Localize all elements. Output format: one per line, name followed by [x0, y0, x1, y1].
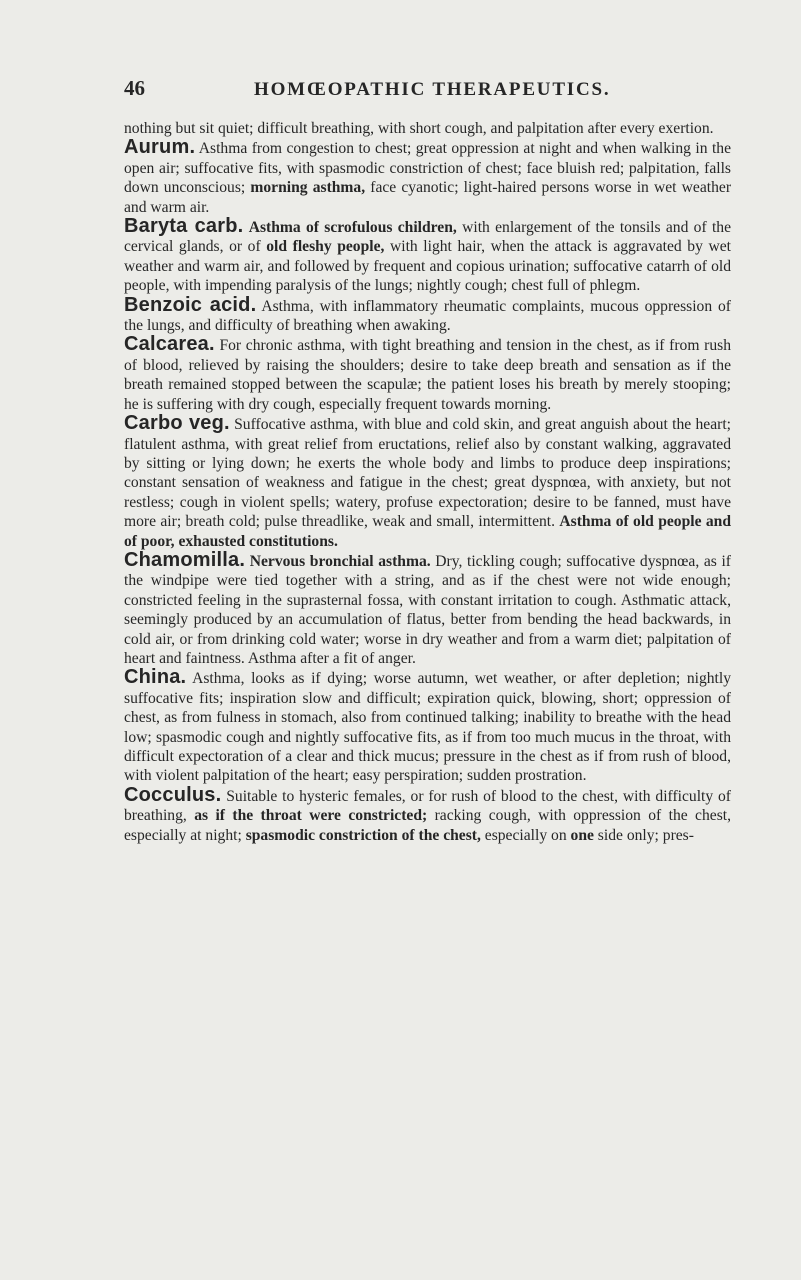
remedy-name: Chamomilla.: [124, 548, 246, 571]
paragraph: [124, 414, 731, 551]
emphasis-text: one: [570, 826, 594, 844]
paragraph: [124, 217, 731, 296]
emphasis-text: as if the throat were constricted;: [194, 807, 428, 825]
paragraph-text: Asthma, looks as if dying; worse autumn, wet weather, or after depletion; nightly suffocative fits; inspiration slow and difficult; expiration quick, blowing, short; oppression of chest, as from fulness in stomach, also from continued talking; inability to breathe with the head low; spasmodic cough and nightly suffocative fits, as if from too much mucus in the throat, with difficult expectoration of a clear and thick mucus; pressure in the chest as if from rush of blood, with violent palpitation of the heart; easy perspiration; sudden prostration.: [124, 670, 731, 785]
remedy-name: Baryta carb.: [124, 215, 244, 238]
paragraph: [124, 119, 731, 138]
paragraph-text: Suffocative asthma, with blue and cold skin, and great anguish about the heart; flatulent asthma, with great relief from eructations, relief also by constant walking, aggravated by sitting or lying down; he exerts the whole body and limbs to produce deep inspirations; constant sensation of weakness and fatigue in the chest; great dyspnœa, with anxiety, but not restless; cough in violent spells; watery, profuse expectoration; desire to be fanned, must have more air; breath cold; pulse threadlike, weak and small, intermittent.: [124, 416, 731, 531]
running-title: HOMŒOPATHIC THERAPEUTICS.: [254, 79, 611, 100]
paragraph: [124, 293, 731, 336]
remedy-name: Aurum.: [124, 136, 196, 159]
page-number: 46: [124, 76, 145, 100]
remedy-name: Calcarea.: [124, 333, 215, 356]
paragraph-text: nothing but sit quiet; difficult breathing, with short cough, and palpitation after every exertion.: [124, 120, 714, 137]
paragraph: [124, 548, 731, 668]
paragraph-text: with light hair, when the attack is aggravated by wet weather and warm air, and followed by frequent and copious urination; suffocative catarrh of old people, with impending paralysis of the lungs; nightly cough; chest full of phlegm.: [124, 238, 731, 295]
paragraph-text: face cyanotic; light-haired persons worse in wet weather and warm air.: [124, 179, 732, 216]
emphasis-text: old fleshy people,: [266, 238, 385, 256]
paragraph: [124, 335, 731, 414]
body-text: [124, 119, 731, 845]
remedy-name: Benzoic acid.: [124, 293, 257, 316]
paragraph-text: Asthma from congestion to chest; great oppression at night and when walking in the open air; suffocative fits, with spasmodic constriction of chest; face bluish red; palpitation, falls down unconscious;: [124, 140, 731, 197]
remedy-name: Carbo veg.: [124, 412, 230, 435]
emphasis-text: Nervous bronchial asthma.: [249, 552, 431, 570]
remedy-name: Cocculus.: [124, 783, 222, 806]
emphasis-text: Asthma of scrofulous children,: [248, 219, 457, 237]
paragraph: [124, 783, 731, 845]
emphasis-text: Asthma of old people and of poor, exhausted constitutions.: [124, 513, 732, 550]
paragraph-text: For chronic asthma, with tight breathing and tension in the chest, as if from rush of blood, relieved by raising the shoulders; desire to take deep breath and sensation as if the breath remained stopped between the scapulæ; the patient loses his breath by merely stooping; he is suffering with dry cough, especially frequent towards morning.: [124, 337, 731, 413]
page-header: [124, 76, 731, 101]
paragraph-text: Asthma, with inflammatory rheumatic complaints, mucous oppression of the lungs, and difficulty of breathing when awaking.: [124, 297, 731, 335]
paragraph-text: side only; pres-: [593, 826, 694, 844]
emphasis-text: spasmodic constriction of the chest,: [245, 826, 481, 844]
paragraph-text: racking cough, with oppression of the chest, especially at night;: [124, 807, 731, 844]
paragraph: [124, 668, 731, 785]
paragraph-text: with enlargement of the tonsils and of the cervical glands, or of: [124, 219, 732, 256]
paragraph-text: Suitable to hysteric females, or for rush of blood to the chest, with difficulty of breathing,: [124, 787, 731, 825]
emphasis-text: morning asthma,: [250, 179, 366, 197]
paragraph-text: Dry, tickling cough; suffocative dyspnœa, as if the windpipe were tied together with a string, and as if the chest were not wide enough; constricted feeling in the suprasternal fossa, with constant irritation to cough. Asthmatic attack, seemingly produced by an accumulation of flatus, better from bending the head backwards, in cold air, or from drinking cold water; worse in dry weather and from a warm diet; palpitation of heart and faintness. Asthma after a fit of anger.: [124, 552, 731, 667]
paragraph-text: especially on: [480, 826, 571, 844]
remedy-name: China.: [124, 666, 187, 689]
paragraph: [124, 138, 731, 217]
